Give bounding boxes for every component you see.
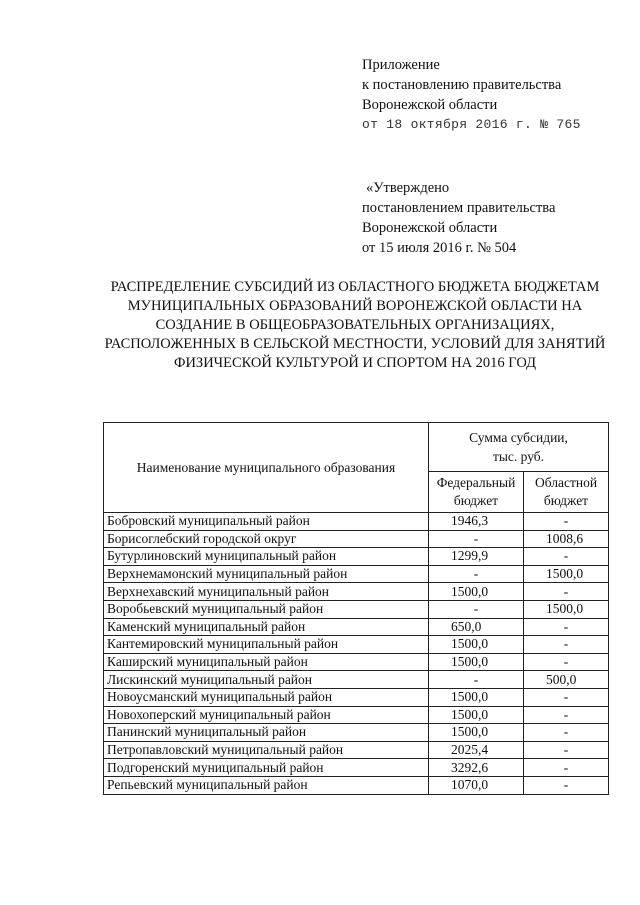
regional-budget-cell: - [524, 688, 609, 706]
regional-budget-cell: 1008,6 [524, 530, 609, 548]
federal-budget-cell: 1500,0 [429, 583, 524, 601]
table-row [104, 583, 609, 601]
regional-budget-cell: - [524, 636, 609, 654]
table-row [104, 618, 609, 636]
regional-budget-cell: - [524, 776, 609, 794]
federal-budget-cell: 1946,3 [429, 513, 524, 531]
federal-budget-cell: - [429, 565, 524, 583]
federal-budget-cell: 1500,0 [429, 653, 524, 671]
federal-budget-cell: 1500,0 [429, 688, 524, 706]
federal-budget-cell: 1299,9 [429, 548, 524, 566]
municipality-name-cell: Петропавловский муниципальный район [104, 741, 429, 759]
sum-header-line-2: тыс. руб. [492, 449, 545, 464]
regional-budget-cell: - [524, 653, 609, 671]
federal-budget-cell: - [429, 671, 524, 689]
municipality-name-cell: Каменский муниципальный район [104, 618, 429, 636]
table-row [104, 513, 609, 531]
municipality-name-cell: Подгоренский муниципальный район [104, 759, 429, 777]
federal-header-line-1: Федеральный [436, 475, 516, 490]
table-row [104, 600, 609, 618]
table-row [104, 776, 609, 794]
sum-header-line-1: Сумма субсидии, [469, 430, 568, 445]
regional-budget-cell: 1500,0 [524, 600, 609, 618]
federal-budget-cell: 1070,0 [429, 776, 524, 794]
regional-budget-cell: - [524, 513, 609, 531]
regional-budget-cell: 500,0 [524, 671, 609, 689]
municipality-name-cell: Лискинский муниципальный район [104, 671, 429, 689]
approved-line-2: постановлением правительства [362, 200, 556, 216]
federal-budget-cell: 650,0 [429, 618, 524, 636]
federal-budget-cell: - [429, 600, 524, 618]
table-row [104, 653, 609, 671]
table-row [104, 636, 609, 654]
subsidy-table [103, 422, 609, 795]
federal-budget-cell: - [429, 530, 524, 548]
regional-budget-cell: - [524, 548, 609, 566]
annex-line-1: Приложение [362, 57, 440, 73]
table-row [104, 671, 609, 689]
approved-line-3: Воронежской области [362, 220, 498, 236]
municipality-name-cell: Новохоперский муниципальный район [104, 706, 429, 724]
federal-budget-cell: 2025,4 [429, 741, 524, 759]
table-body [104, 513, 609, 795]
sum-column-header [429, 423, 609, 472]
name-column-header: Наименование муниципального образования [104, 423, 429, 513]
table-row [104, 530, 609, 548]
table-row [104, 706, 609, 724]
federal-budget-cell: 3292,6 [429, 759, 524, 777]
approved-block [362, 178, 555, 258]
municipality-name-cell: Репьевский муниципальный район [104, 776, 429, 794]
municipality-name-cell: Кантемировский муниципальный район [104, 636, 429, 654]
annex-date-stamp: от 18 октября 2016 г. № 765 [362, 117, 581, 132]
regional-budget-cell: - [524, 618, 609, 636]
regional-column-header [524, 472, 609, 513]
table-row [104, 759, 609, 777]
municipality-name-cell: Борисоглебский городской округ [104, 530, 429, 548]
municipality-name-cell: Бутурлиновский муниципальный район [104, 548, 429, 566]
municipality-name-cell: Каширский муниципальный район [104, 653, 429, 671]
regional-budget-cell: - [524, 741, 609, 759]
annex-line-3: Воронежской области [362, 97, 498, 113]
federal-column-header [429, 472, 524, 513]
federal-budget-cell: 1500,0 [429, 706, 524, 724]
regional-header-line-2: бюджет [543, 493, 589, 508]
table-row [104, 688, 609, 706]
table-row [104, 548, 609, 566]
regional-budget-cell: - [524, 706, 609, 724]
municipality-name-cell: Новоусманский муниципальный район [104, 688, 429, 706]
table-row [104, 741, 609, 759]
municipality-name-cell: Панинский муниципальный район [104, 724, 429, 742]
municipality-name-cell: Воробьевский муниципальный район [104, 600, 429, 618]
annex-line-2: к постановлению правительства [362, 77, 562, 93]
regional-budget-cell: - [524, 724, 609, 742]
table-row [104, 724, 609, 742]
municipality-name-cell: Верхнехавский муниципальный район [104, 583, 429, 601]
federal-budget-cell: 1500,0 [429, 724, 524, 742]
approved-line-1: «Утверждено [366, 180, 450, 196]
federal-budget-cell: 1500,0 [429, 636, 524, 654]
regional-budget-cell: 1500,0 [524, 565, 609, 583]
annex-block [362, 55, 581, 135]
municipality-name-cell: Бобровский муниципальный район [104, 513, 429, 531]
table-row [104, 565, 609, 583]
regional-budget-cell: - [524, 583, 609, 601]
municipality-name-cell: Верхнемамонский муниципальный район [104, 565, 429, 583]
federal-header-line-2: бюджет [453, 493, 499, 508]
document-title: РАСПРЕДЕЛЕНИЕ СУБСИДИЙ ИЗ ОБЛАСТНОГО БЮДЖЕТА БЮДЖЕТАМ МУНИЦИПАЛЬНЫХ ОБРАЗОВАНИЙ ВОРОНЕЖСКОЙ ОБЛАСТИ НА СОЗДАНИЕ В ОБЩЕОБРАЗОВАТЕЛЬНЫХ ОРГАНИЗАЦИЯХ, РАСПОЛОЖЕННЫХ В СЕЛЬСКОЙ МЕСТНОСТИ, УСЛОВИЙ ДЛЯ ЗАНЯТИЙ ФИЗИЧЕСКОЙ КУЛЬТУРОЙ И СПОРТОМ НА 2016 ГОД [104, 279, 606, 371]
regional-budget-cell: - [524, 759, 609, 777]
regional-header-line-1: Областной [534, 475, 598, 490]
approved-line-4: от 15 июля 2016 г. № 504 [362, 240, 517, 256]
